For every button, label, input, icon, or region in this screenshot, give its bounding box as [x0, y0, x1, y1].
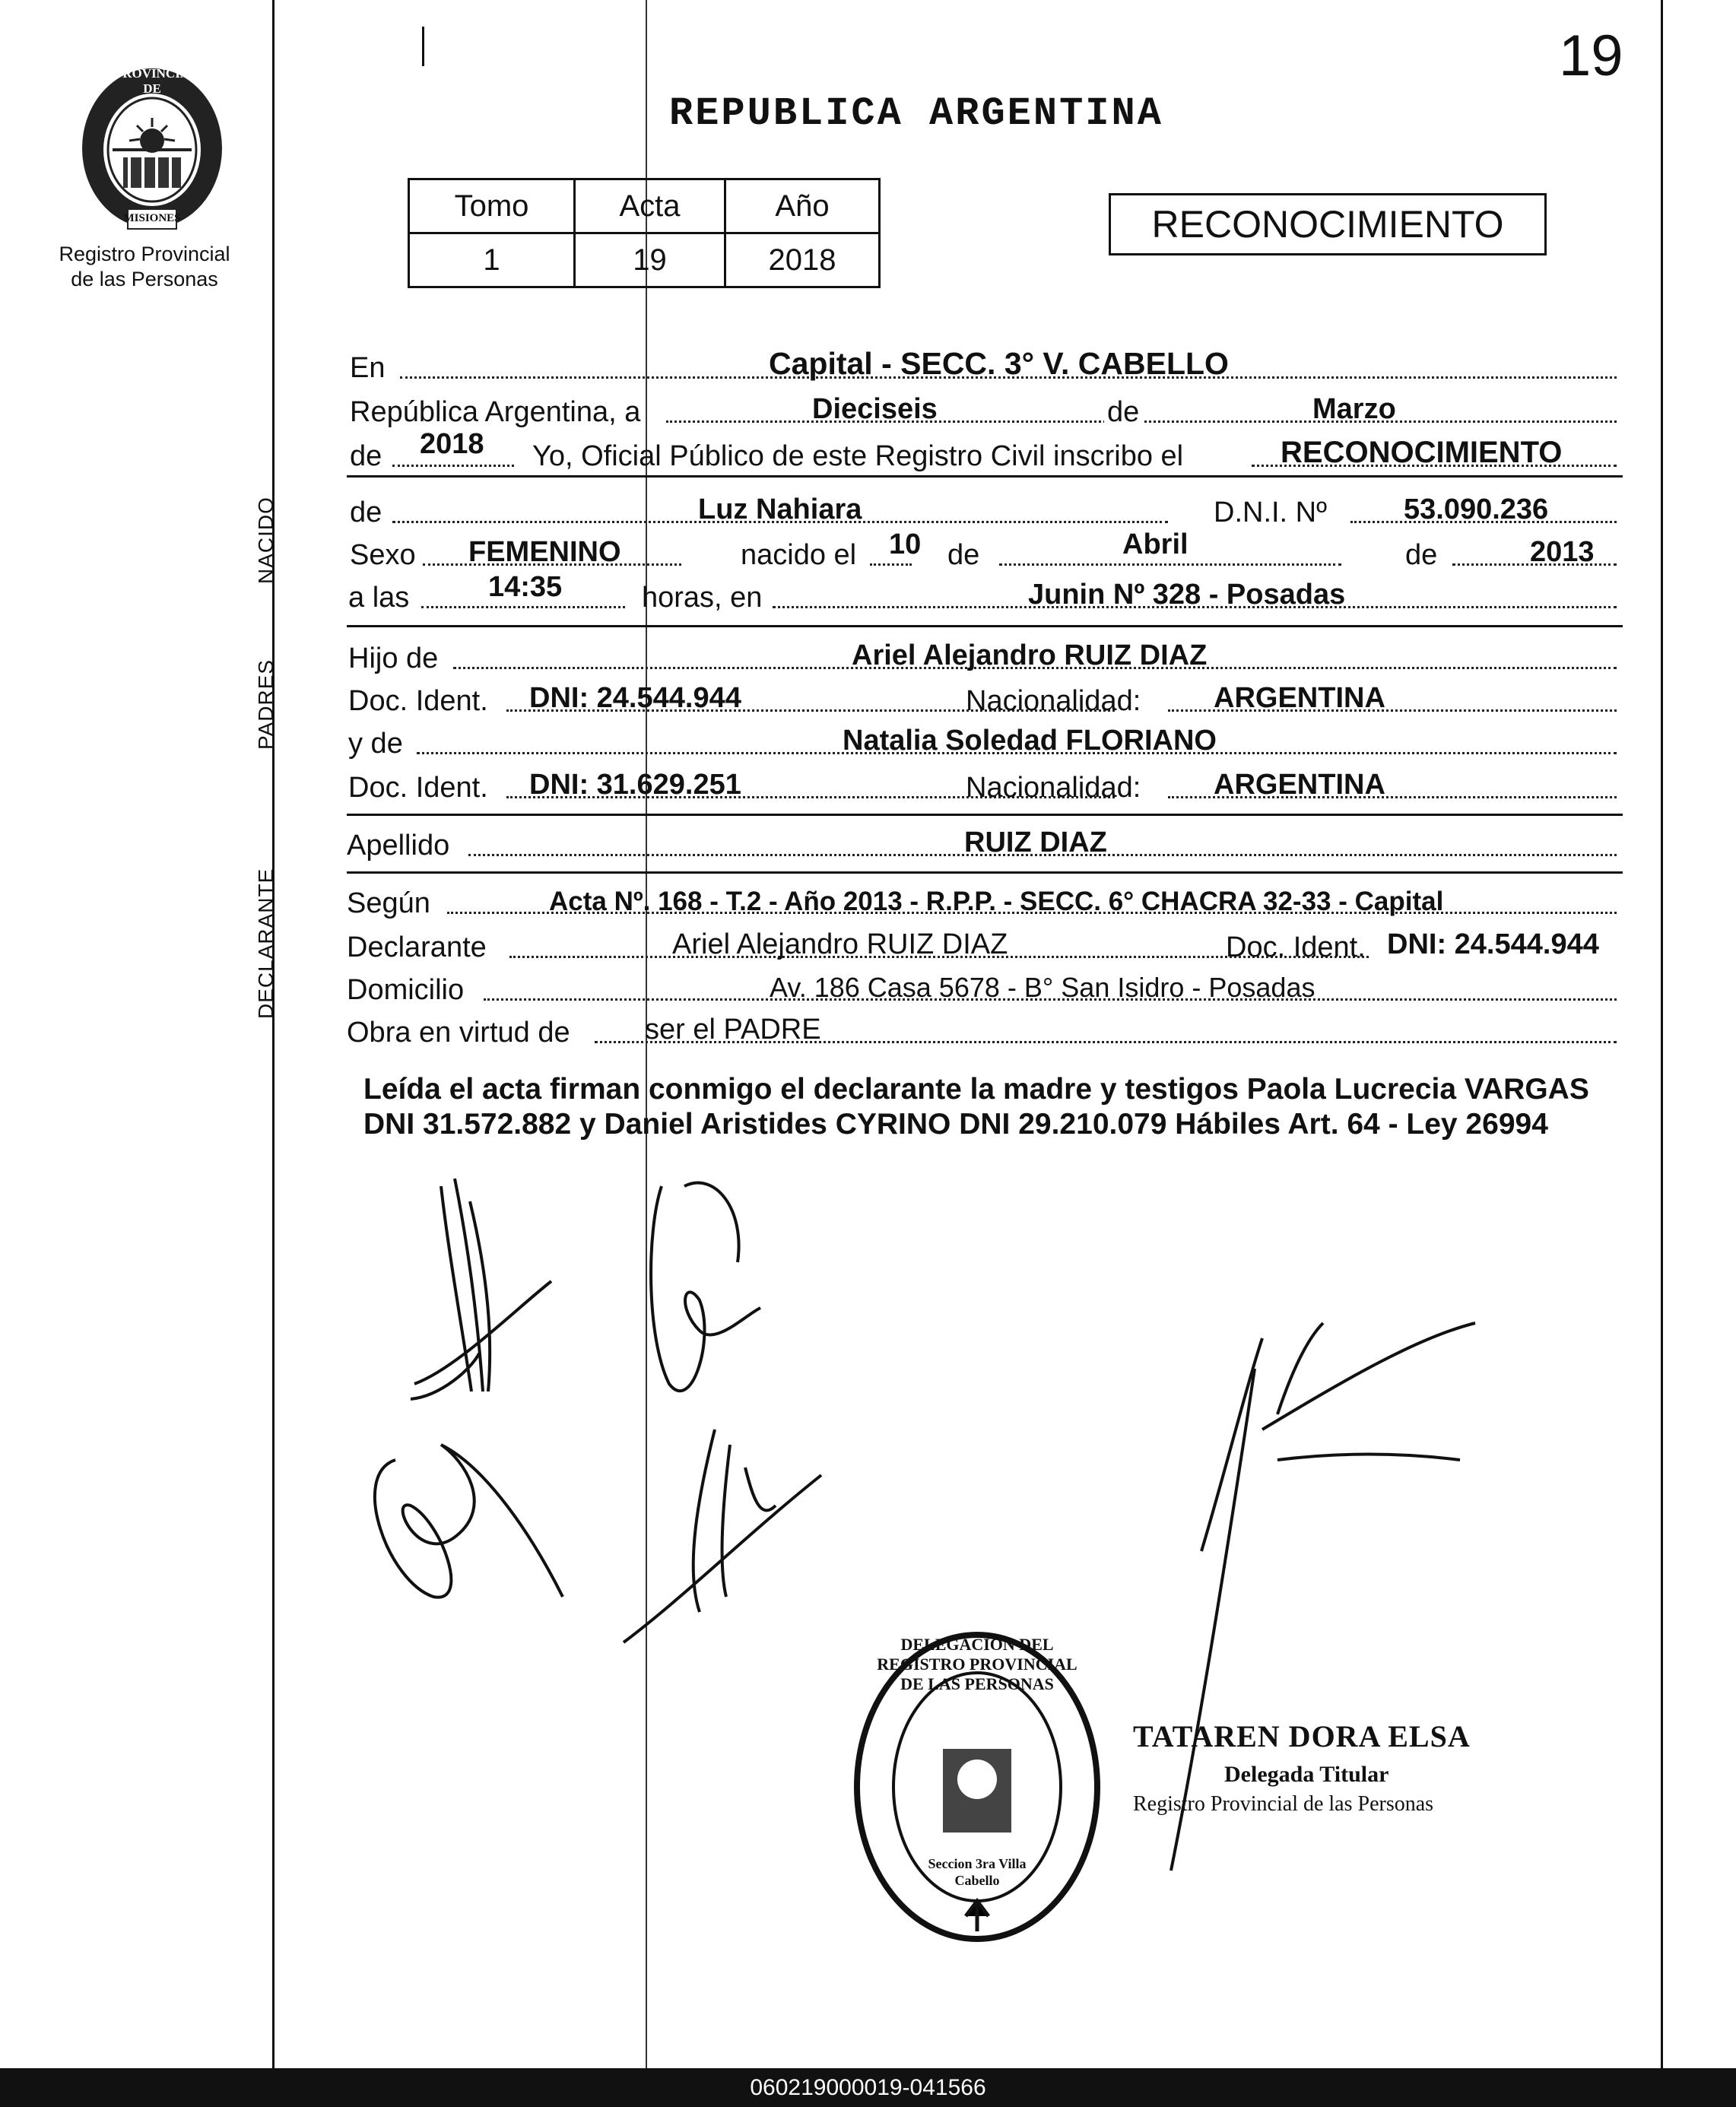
father-nat: ARGENTINA — [1214, 682, 1385, 714]
logo-bottom-text: MISIONES — [123, 212, 181, 224]
dni-value: 53.090.236 — [1404, 493, 1549, 525]
dotted-line — [392, 465, 514, 467]
tick-mark — [422, 27, 424, 66]
sexo-label: Sexo — [350, 539, 416, 571]
section-divider — [347, 814, 1623, 816]
dotted-line — [870, 563, 912, 566]
row-en — [347, 346, 1617, 385]
obra-value: ser el PADRE — [645, 1014, 821, 1046]
day-value: Dieciseis — [812, 393, 938, 425]
logo-caption-line2: de las Personas — [71, 268, 218, 290]
obra-label: Obra en virtud de — [347, 1017, 570, 1049]
value-ano: 2018 — [725, 233, 880, 287]
section-divider — [347, 871, 1623, 874]
signature-mother — [624, 1430, 821, 1642]
signature-witness-1 — [651, 1183, 760, 1391]
hijo-label: Hijo de — [348, 643, 439, 674]
row-mother-doc — [347, 769, 1617, 804]
acta-table — [408, 178, 881, 288]
value-acta: 19 — [575, 233, 725, 287]
right-margin-line — [1661, 0, 1663, 2068]
official-title: Delegada Titular — [1224, 1762, 1389, 1787]
father-doc-label: Doc. Ident. — [348, 685, 488, 717]
header-tomo: Tomo — [409, 179, 575, 233]
value-tomo: 1 — [409, 233, 575, 287]
de-label: de — [1104, 396, 1142, 429]
birth-time: 14:35 — [488, 571, 563, 603]
apellido-label: Apellido — [347, 830, 450, 862]
horas-label: horas, en — [642, 582, 763, 614]
seal-inner-text: Seccion 3ra Villa Cabello — [928, 1856, 1027, 1888]
declarante-doc-label: Doc. Ident. — [1226, 931, 1366, 963]
signature-witness-2 — [375, 1445, 563, 1598]
segun-value: Acta Nº. 168 - T.2 - Año 2013 - R.P.P. - SECC. 6° CHACRA 32-33 - Capital — [549, 887, 1444, 916]
mother-name: Natalia Soledad FLORIANO — [843, 725, 1217, 757]
row-mother — [347, 725, 1617, 760]
father-nacionalidad-label: Nacionalidad: — [966, 685, 1141, 717]
de-year-label: de — [350, 440, 382, 472]
nacido-label: nacido el — [741, 539, 857, 571]
de-name-label: de — [350, 497, 382, 528]
mother-nacionalidad-label: Nacionalidad: — [966, 772, 1141, 804]
row-sexo — [347, 528, 1617, 572]
father-name: Ariel Alejandro RUIZ DIAZ — [852, 639, 1208, 671]
official-seal — [852, 1627, 1103, 1947]
birth-year: 2013 — [1530, 536, 1595, 568]
birth-month: Abril — [1122, 528, 1189, 560]
mother-doc: DNI: 31.629.251 — [529, 769, 741, 801]
republica-label: República Argentina, a — [350, 396, 641, 428]
row-domicilio — [347, 972, 1617, 1007]
section-divider — [347, 625, 1623, 627]
row-apellido — [347, 827, 1617, 862]
year-value: 2018 — [420, 428, 484, 460]
acta-table-header-row — [409, 179, 880, 233]
de-birth-label: de — [947, 539, 980, 571]
official-stamp — [1133, 1718, 1471, 1817]
country-title: REPUBLICA ARGENTINA — [669, 91, 1163, 136]
father-doc: DNI: 24.544.944 — [529, 682, 741, 714]
birth-day: 10 — [889, 528, 922, 560]
official-name: TATAREN DORA ELSA — [1133, 1719, 1471, 1753]
apellido-value: RUIZ DIAZ — [964, 827, 1107, 858]
side-label-padres: PADRES — [254, 658, 278, 750]
acta-table-value-row — [409, 233, 880, 287]
y-de-label: y de — [348, 728, 403, 760]
left-margin-line — [272, 0, 275, 2068]
row-time — [347, 571, 1617, 614]
birth-place: Junin Nº 328 - Posadas — [1028, 579, 1346, 611]
logo-caption-line1: Registro Provincial — [59, 243, 230, 265]
dni-label: D.N.I. Nº — [1214, 497, 1327, 528]
act-type-box: RECONOCIMIENTO — [1109, 193, 1547, 255]
row-registry — [347, 428, 1617, 473]
declarante-doc: DNI: 24.544.944 — [1387, 928, 1599, 960]
header-acta: Acta — [575, 179, 725, 233]
declarante-label: Declarante — [347, 931, 487, 963]
registry-text: Yo, Oficial Público de este Registro Civil inscribo el — [532, 440, 1184, 472]
segun-label: Según — [347, 887, 430, 919]
seal-outer-text: DELEGACION DEL REGISTRO PROVINCIAL DE LAS PERSONAS — [877, 1635, 1077, 1693]
en-value: Capital - SECC. 3° V. CABELLO — [769, 346, 1229, 381]
row-obra — [347, 1014, 1617, 1049]
row-segun — [347, 885, 1617, 920]
closing-statement: Leída el acta firman conmigo el declarante la madre y testigos Paola Lucrecia VARGAS DNI 31.572.882 y Daniel Aristides CYRINO DNI 29.210.079 Hábiles Art. 64 - Ley 26994 — [363, 1073, 1589, 1141]
official-office: Registro Provincial de las Personas — [1133, 1792, 1434, 1816]
row-date — [347, 394, 1617, 429]
registry-value: RECONOCIMIENTO — [1281, 436, 1563, 469]
row-declarante — [347, 929, 1617, 964]
name-value: Luz Nahiara — [698, 493, 862, 525]
domicilio-value: Av. 186 Casa 5678 - B° San Isidro - Posadas — [770, 972, 1315, 1003]
domicilio-label: Domicilio — [347, 974, 465, 1006]
en-label: En — [350, 352, 386, 384]
mother-doc-label: Doc. Ident. — [348, 772, 488, 804]
side-label-nacido: NACIDO — [254, 497, 278, 584]
side-label-declarante: DECLARANTE — [254, 868, 278, 1019]
logo-caption — [46, 242, 243, 292]
de-year2-label: de — [1405, 539, 1438, 571]
section-divider — [347, 475, 1623, 478]
signature-declarante — [411, 1179, 551, 1399]
month-value: Marzo — [1312, 393, 1396, 425]
row-father — [347, 640, 1617, 675]
mother-nat: ARGENTINA — [1214, 769, 1385, 801]
a-las-label: a las — [348, 582, 410, 614]
header-ano: Año — [725, 179, 880, 233]
declarante-value: Ariel Alejandro RUIZ DIAZ — [672, 928, 1008, 960]
row-father-doc — [347, 683, 1617, 718]
page-number: 19 — [1559, 24, 1623, 88]
dotted-line — [421, 606, 625, 608]
sexo-value: FEMENINO — [468, 536, 621, 568]
footer-code-bar: 060219000019-041566 — [0, 2068, 1736, 2107]
logo-top-text: PROVINCIA DE — [114, 66, 190, 96]
dotted-line — [999, 563, 1341, 566]
province-logo — [76, 65, 228, 236]
row-name — [347, 494, 1617, 529]
